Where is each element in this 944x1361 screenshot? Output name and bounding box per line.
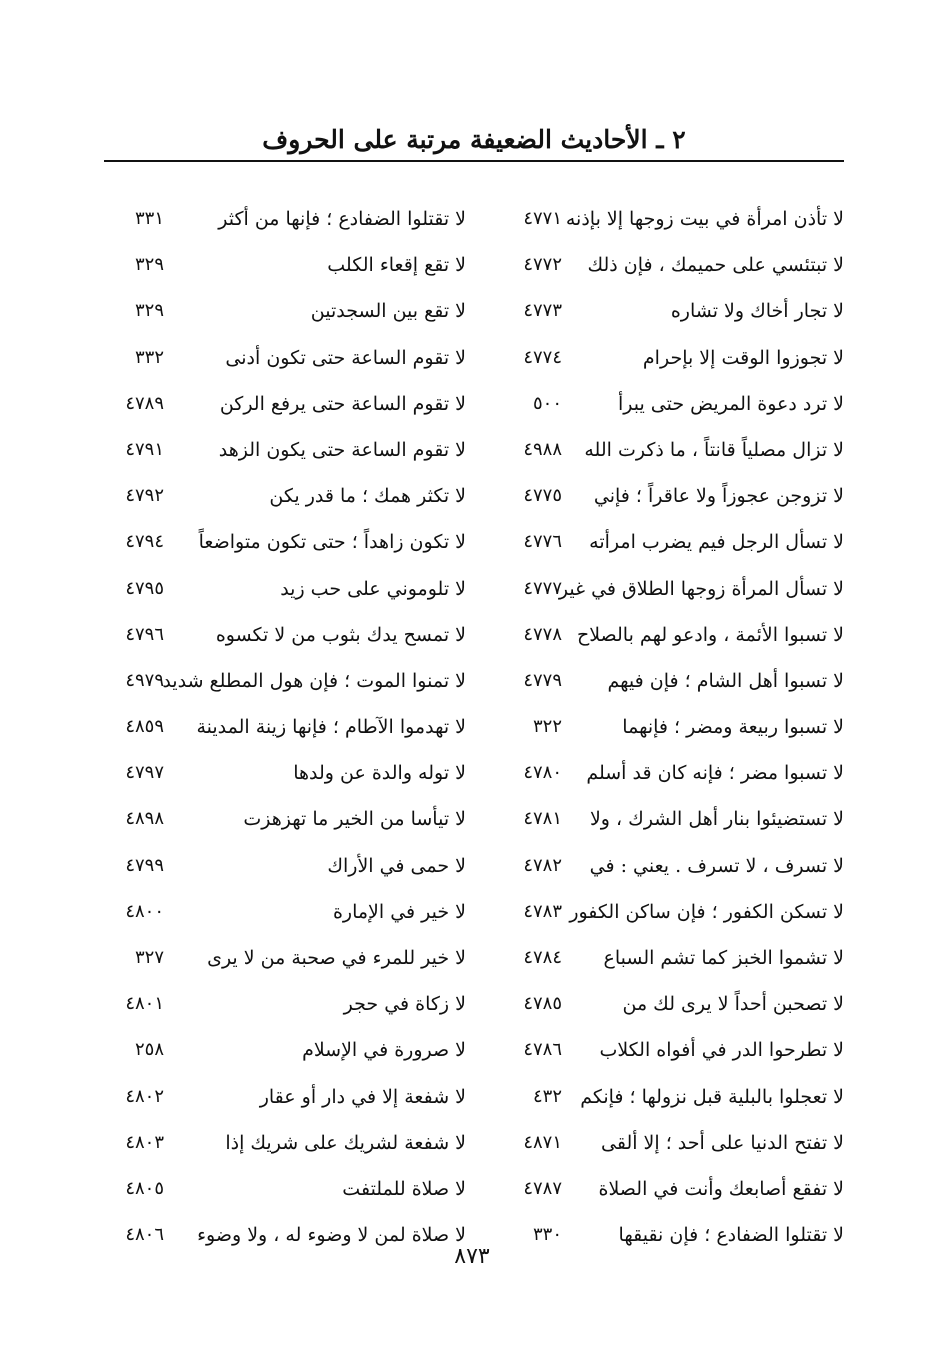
hadith-entry-left: لا صلاة لمن لا وضوء له ، ولا وضوء bbox=[197, 1224, 466, 1247]
hadith-entry-right: لا تسبوا مضر ؛ فإنه كان قد أسلم bbox=[586, 762, 844, 785]
hadith-entry-left: لا شفعة إلا في دار أو عقار bbox=[259, 1085, 466, 1108]
index-table bbox=[104, 196, 844, 1258]
hadith-entry-left: لا تلوموني على حب زيد bbox=[280, 577, 466, 600]
hadith-number-left: ٤٧٩٤ bbox=[125, 531, 164, 553]
hadith-entry-right: لا ترد دعوة المريض حتى يبرأ bbox=[617, 392, 844, 415]
hadith-number-left: ٤٧٩٦ bbox=[125, 623, 164, 645]
hadith-number-left: ٤٨٩٨ bbox=[125, 808, 164, 830]
hadith-entry-right: لا تفتح الدنيا على أحد ؛ إلا ألقى bbox=[601, 1131, 844, 1154]
index-row bbox=[104, 889, 844, 935]
index-row bbox=[104, 704, 844, 750]
hadith-number-right: ٤٧٨٧ bbox=[523, 1177, 562, 1199]
hadith-number-left: ٤٩٧٩ bbox=[125, 669, 164, 691]
index-row bbox=[104, 981, 844, 1027]
hadith-number-right: ٤٧٧٧ bbox=[523, 577, 562, 599]
index-row bbox=[104, 935, 844, 981]
hadith-number-right: ٥٠٠ bbox=[532, 392, 562, 414]
hadith-number-left: ٤٧٩٥ bbox=[125, 577, 164, 599]
page-number: ٨٧٣ bbox=[454, 1244, 490, 1269]
hadith-number-right: ٤٧٨٣ bbox=[523, 900, 562, 922]
hadith-number-right: ٣٢٢ bbox=[532, 716, 562, 738]
hadith-number-right: ٤٧٧٦ bbox=[523, 531, 562, 553]
hadith-entry-left: لا تكثر همك ؛ ما قدر يكن bbox=[269, 485, 466, 508]
hadith-number-left: ٤٧٩٢ bbox=[125, 485, 164, 507]
hadith-entry-right: لا تبتئسي على حميمك ، فإن ذلك bbox=[587, 254, 844, 277]
hadith-entry-right: لا تصحبن أحداً لا يرى لك من bbox=[622, 993, 844, 1016]
hadith-entry-right: لا تشموا الخبز كما تشم السباع bbox=[603, 947, 844, 969]
hadith-number-left: ٢٥٨ bbox=[134, 1039, 164, 1061]
hadith-entry-right: لا تزال مصلياً قانتاً ، ما ذكرت الله bbox=[584, 438, 844, 461]
hadith-number-right: ٤٣٢ bbox=[532, 1085, 562, 1107]
hadith-entry-left: لا تقع بين السجدتين bbox=[310, 300, 466, 323]
hadith-number-right: ٤٧٧٩ bbox=[523, 669, 562, 691]
index-row bbox=[104, 196, 844, 242]
index-row bbox=[104, 335, 844, 381]
index-row bbox=[104, 796, 844, 842]
hadith-entry-left: لا تهدموا الآطام ؛ فإنها زينة المدينة bbox=[196, 716, 466, 739]
hadith-number-right: ٤٧٨٤ bbox=[523, 947, 562, 968]
hadith-number-left: ٣٣٢ bbox=[134, 346, 164, 368]
header-divider bbox=[104, 160, 844, 162]
hadith-entry-right: لا تسبوا الأئمة ، وادعو لهم بالصلاح bbox=[576, 623, 844, 646]
hadith-entry-left: لا تقتلوا الضفادع ؛ فإنها من أكثر bbox=[218, 208, 466, 230]
hadith-entry-left: لا تقوم الساعة حتى تكون أدنى bbox=[225, 346, 466, 369]
hadith-entry-right: لا تسرف ، لا تسرف . يعني : في bbox=[589, 854, 844, 877]
hadith-number-right: ٤٧٨٦ bbox=[523, 1039, 562, 1061]
hadith-entry-left: لا صلاة للملتفت bbox=[342, 1177, 466, 1200]
hadith-number-left: ٤٨٠١ bbox=[125, 993, 164, 1015]
hadith-entry-right: لا تطرحوا الدر في أفواه الكلاب bbox=[599, 1039, 844, 1062]
hadith-entry-left: لا خير في الإمارة bbox=[332, 900, 466, 923]
hadith-entry-right: لا تسأل الرجل فيم يضرب امرأته bbox=[589, 531, 844, 554]
hadith-entry-left: لا حمى في الأراك bbox=[327, 854, 466, 877]
index-row bbox=[104, 242, 844, 288]
hadith-entry-right: لا تعجلوا بالبلية قبل نزولها ؛ فإنكم bbox=[580, 1085, 844, 1108]
hadith-number-right: ٤٧٧٥ bbox=[523, 485, 562, 507]
hadith-entry-right: لا تأذن امرأة في بيت زوجها إلا بإذنه bbox=[565, 208, 844, 230]
index-row bbox=[104, 381, 844, 427]
hadith-number-right: ٤٧٨٢ bbox=[523, 854, 562, 876]
hadith-number-left: ٣٣١ bbox=[134, 208, 164, 229]
index-row bbox=[104, 427, 844, 473]
hadith-number-left: ٤٨٠٥ bbox=[125, 1177, 164, 1199]
hadith-number-right: ٤٧٧٢ bbox=[523, 254, 562, 276]
index-row bbox=[104, 750, 844, 796]
index-row bbox=[104, 658, 844, 704]
hadith-entry-left: لا خير للمرء في صحبة من لا يرى bbox=[207, 947, 466, 969]
index-row bbox=[104, 1074, 844, 1120]
hadith-entry-right: لا تسكن الكفور ؛ فإن ساكن الكفور bbox=[569, 900, 844, 923]
hadith-number-left: ٤٨٠٦ bbox=[125, 1224, 164, 1246]
page-header-title: ٢ ـ الأحاديث الضعيفة مرتبة على الحروف bbox=[262, 125, 686, 154]
hadith-number-left: ٤٨٥٩ bbox=[125, 716, 164, 738]
hadith-entry-left: لا تكون زاهداً ؛ حتى تكون متواضعاً bbox=[198, 531, 466, 554]
hadith-entry-left: لا زكاة في حجر bbox=[343, 993, 466, 1016]
hadith-entry-left: لا تمسح يدك بثوب من لا تكسوه bbox=[215, 623, 466, 646]
index-row bbox=[104, 1120, 844, 1166]
hadith-number-right: ٤٧٧٤ bbox=[523, 346, 562, 368]
hadith-number-right: ٤٧٧١ bbox=[523, 208, 562, 229]
hadith-entry-right: لا تسأل المرأة زوجها الطلاق في غير bbox=[558, 577, 844, 600]
index-row bbox=[104, 473, 844, 519]
hadith-entry-right: لا تجار أخاك ولا تشاره bbox=[670, 300, 844, 323]
hadith-number-left: ٤٨٠٣ bbox=[125, 1131, 164, 1153]
hadith-number-right: ٤٧٨١ bbox=[523, 808, 562, 830]
hadith-number-left: ٤٨٠٠ bbox=[125, 900, 164, 922]
hadith-number-left: ٤٧٨٩ bbox=[125, 392, 164, 414]
hadith-number-left: ٣٢٧ bbox=[134, 947, 164, 968]
hadith-entry-right: لا تقتلوا الضفادع ؛ فإن نقيقها bbox=[618, 1224, 844, 1247]
index-row bbox=[104, 288, 844, 334]
index-row bbox=[104, 843, 844, 889]
hadith-entry-right: لا تسبوا أهل الشام ؛ فإن فيهم bbox=[607, 669, 844, 692]
index-row bbox=[104, 566, 844, 612]
hadith-number-left: ٤٧٩١ bbox=[125, 438, 164, 460]
hadith-entry-right: لا تسبوا ربيعة ومضر ؛ فإنهما bbox=[622, 716, 844, 739]
hadith-entry-left: لا تقوم الساعة حتى يكون الزهد bbox=[218, 438, 466, 461]
index-row bbox=[104, 1027, 844, 1073]
hadith-entry-right: لا تستضيئوا بنار أهل الشرك ، ولا bbox=[589, 808, 844, 831]
hadith-entry-right: لا تجوزوا الوقت إلا بإحرام bbox=[642, 346, 844, 369]
hadith-number-right: ٤٧٨٥ bbox=[523, 993, 562, 1015]
hadith-number-right: ٤٨٧١ bbox=[523, 1131, 562, 1153]
hadith-number-right: ٣٣٠ bbox=[532, 1224, 562, 1246]
hadith-entry-left: لا تيأسا من الخير ما تهزهزت bbox=[243, 808, 466, 831]
hadith-number-right: ٤٧٨٠ bbox=[523, 762, 562, 784]
hadith-number-left: ٣٢٩ bbox=[134, 300, 164, 322]
hadith-entry-left: لا تمنوا الموت ؛ فإن هول المطلع شديد bbox=[162, 669, 466, 692]
hadith-entry-left: لا تقوم الساعة حتى يرفع الركن bbox=[219, 392, 466, 415]
hadith-number-left: ٤٨٠٢ bbox=[125, 1085, 164, 1107]
hadith-entry-right: لا تزوجن عجوزاً ولا عاقراً ؛ فإني bbox=[593, 485, 844, 508]
hadith-number-left: ٣٢٩ bbox=[134, 254, 164, 276]
hadith-number-right: ٤٧٧٣ bbox=[523, 300, 562, 322]
hadith-number-left: ٤٧٩٩ bbox=[125, 854, 164, 876]
hadith-entry-left: لا تقع إقعاء الكلب bbox=[327, 254, 466, 277]
index-row bbox=[104, 1166, 844, 1212]
hadith-number-right: ٤٩٨٨ bbox=[523, 438, 562, 460]
hadith-entry-left: لا صرورة في الإسلام bbox=[302, 1039, 466, 1062]
hadith-number-right: ٤٧٧٨ bbox=[523, 623, 562, 645]
index-row bbox=[104, 612, 844, 658]
hadith-entry-left: لا شفعة لشريك على شريك إذا bbox=[225, 1131, 466, 1154]
hadith-number-left: ٤٧٩٧ bbox=[125, 762, 164, 784]
hadith-entry-left: لا توله والدة عن ولدها bbox=[293, 762, 466, 785]
hadith-entry-right: لا تفقع أصابعك وأنت في الصلاة bbox=[598, 1177, 844, 1200]
index-row bbox=[104, 519, 844, 565]
